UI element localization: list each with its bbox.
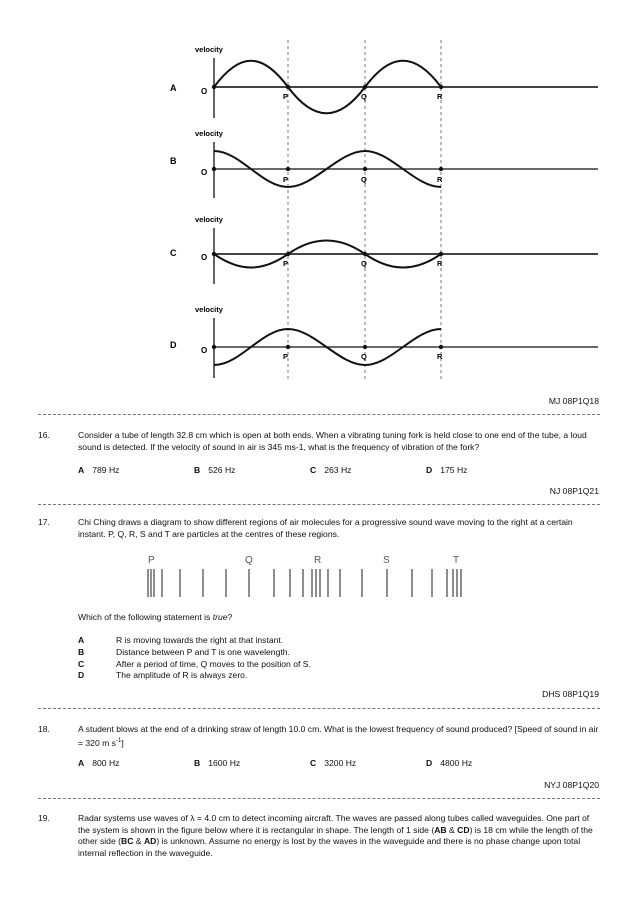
point-p (286, 345, 290, 349)
option-text: 175 Hz (440, 465, 468, 475)
point-q (363, 85, 367, 89)
graph-panel-c (170, 215, 598, 284)
option-letter: B (194, 758, 201, 768)
source-reference: NYJ 08P1Q20 (544, 780, 599, 790)
option-text: 263 Hz (324, 465, 352, 475)
option-text: 800 Hz (92, 758, 120, 768)
option-text: 1600 Hz (208, 758, 241, 768)
option-letter: D (426, 465, 433, 475)
statement-letter: C (78, 659, 85, 669)
particle-label-q: Q (245, 555, 253, 566)
y-axis-label: velocity (195, 45, 223, 54)
source-reference: NJ 08P1Q21 (549, 486, 599, 496)
question-number: 17. (38, 517, 50, 527)
option-letter: A (78, 758, 85, 768)
point-q (363, 252, 367, 256)
panel-letter: B (170, 156, 177, 166)
point-label-r: R (437, 92, 443, 101)
particle-label-r: R (314, 555, 322, 566)
origin-label: O (201, 168, 208, 177)
source-reference: DHS 08P1Q19 (542, 689, 599, 699)
point-label-p: P (283, 175, 289, 184)
statement-text: The amplitude of R is always zero. (116, 670, 248, 680)
point-label-r: R (437, 175, 443, 184)
graph-panel-a (170, 45, 598, 118)
point-label-q: Q (361, 175, 367, 184)
y-axis-label: velocity (195, 305, 223, 314)
point-q (363, 167, 367, 171)
divider (38, 504, 600, 505)
point-p (286, 85, 290, 89)
point-o (212, 252, 216, 256)
statement-letter: D (78, 670, 85, 680)
point-q (363, 345, 367, 349)
question-number: 18. (38, 724, 50, 734)
option-b (194, 758, 240, 768)
statement-text: R is moving towards the right at that instant. (116, 635, 284, 645)
point-o (212, 345, 216, 349)
panel-letter: A (170, 83, 177, 93)
option-letter: C (310, 465, 317, 475)
option-letter: D (426, 758, 433, 768)
option-text: 526 Hz (208, 465, 236, 475)
divider (38, 708, 600, 709)
option-a (78, 758, 119, 768)
question-text: Radar systems use waves of λ = 4.0 cm to detect incoming aircraft. The waves are passed along tubes called waveguides. One part of the system is shown in the figure below where it is rectangular in shape. The length of 1 side (AB & CD) is 18 cm while the length of the other side (BC & AD) is unknown. Assume no energy is lost by the waves in the waveguide and there is no phase change upon total internal reflection in the waveguide. (78, 813, 593, 858)
question-text: A student blows at the end of a drinking straw of length 10.0 cm. What is the lowest frequency of sound produced? [Speed of sound in air = 320 m $s^{-1}$] (78, 724, 599, 748)
option-letter: C (310, 758, 317, 768)
question-text: Chi Ching draws a diagram to show different regions of air molecules for a progressive sound wave moving to the right at a certain instant. P, Q, R, S and T are particles at the centres of these regions. (78, 517, 573, 539)
point-label-q: Q (361, 352, 367, 361)
statement-letter: A (78, 635, 85, 645)
option-text: 4800 Hz (440, 758, 473, 768)
option-text: 789 Hz (92, 465, 120, 475)
point-r (439, 167, 443, 171)
point-o (212, 167, 216, 171)
option-letter: A (78, 465, 85, 475)
point-p (286, 167, 290, 171)
point-label-p: P (283, 259, 289, 268)
point-r (439, 252, 443, 256)
option-c (310, 465, 351, 475)
velocity-graphs-figure (0, 0, 638, 390)
question-number: 19. (38, 813, 50, 823)
option-c (310, 758, 356, 768)
source-reference: MJ 08P1Q18 (548, 396, 599, 406)
question-number: 16. (38, 430, 50, 440)
point-o (212, 85, 216, 89)
panel-letter: D (170, 340, 177, 350)
statement-text: After a period of time, Q moves to the position of S. (116, 659, 311, 669)
option-d (426, 758, 472, 768)
option-a (78, 465, 119, 475)
statement-letter: B (78, 647, 85, 657)
option-d (426, 465, 467, 475)
option-b (194, 465, 235, 475)
origin-label: O (201, 253, 208, 262)
graph-panel-b (170, 129, 598, 198)
y-axis-label: velocity (195, 129, 223, 138)
point-r (439, 85, 443, 89)
divider (38, 414, 600, 415)
point-label-r: R (437, 259, 443, 268)
particle-label-s: S (383, 555, 390, 566)
question-text: Consider a tube of length 32.8 cm which is open at both ends. When a vibrating tuning fork is held close to one end of the tube, a loud sound is detected. If the velocity of sound in air is 345 ms-1, what is the frequency of vibration of the fork? (78, 430, 587, 452)
particle-label-p: P (148, 555, 155, 566)
particle-label-t: T (453, 555, 460, 566)
panel-letter: C (170, 248, 177, 258)
point-r (439, 345, 443, 349)
point-label-p: P (283, 352, 289, 361)
question-prompt: Which of the following statement is true? (78, 612, 233, 622)
point-p (286, 252, 290, 256)
origin-label: O (201, 87, 208, 96)
y-axis-label: velocity (195, 215, 223, 224)
point-label-r: R (437, 352, 443, 361)
molecule-lines (148, 569, 461, 597)
air-molecule-regions-diagram (140, 552, 480, 604)
statement-text: Distance between P and T is one wavelength. (116, 647, 290, 657)
option-letter: B (194, 465, 201, 475)
point-label-p: P (283, 92, 289, 101)
option-text: 3200 Hz (324, 758, 357, 768)
emphasis: true (212, 612, 228, 622)
origin-label: O (201, 346, 208, 355)
graph-panel-d (170, 305, 598, 378)
point-label-q: Q (361, 92, 367, 101)
divider (38, 798, 600, 799)
point-label-q: Q (361, 259, 367, 268)
